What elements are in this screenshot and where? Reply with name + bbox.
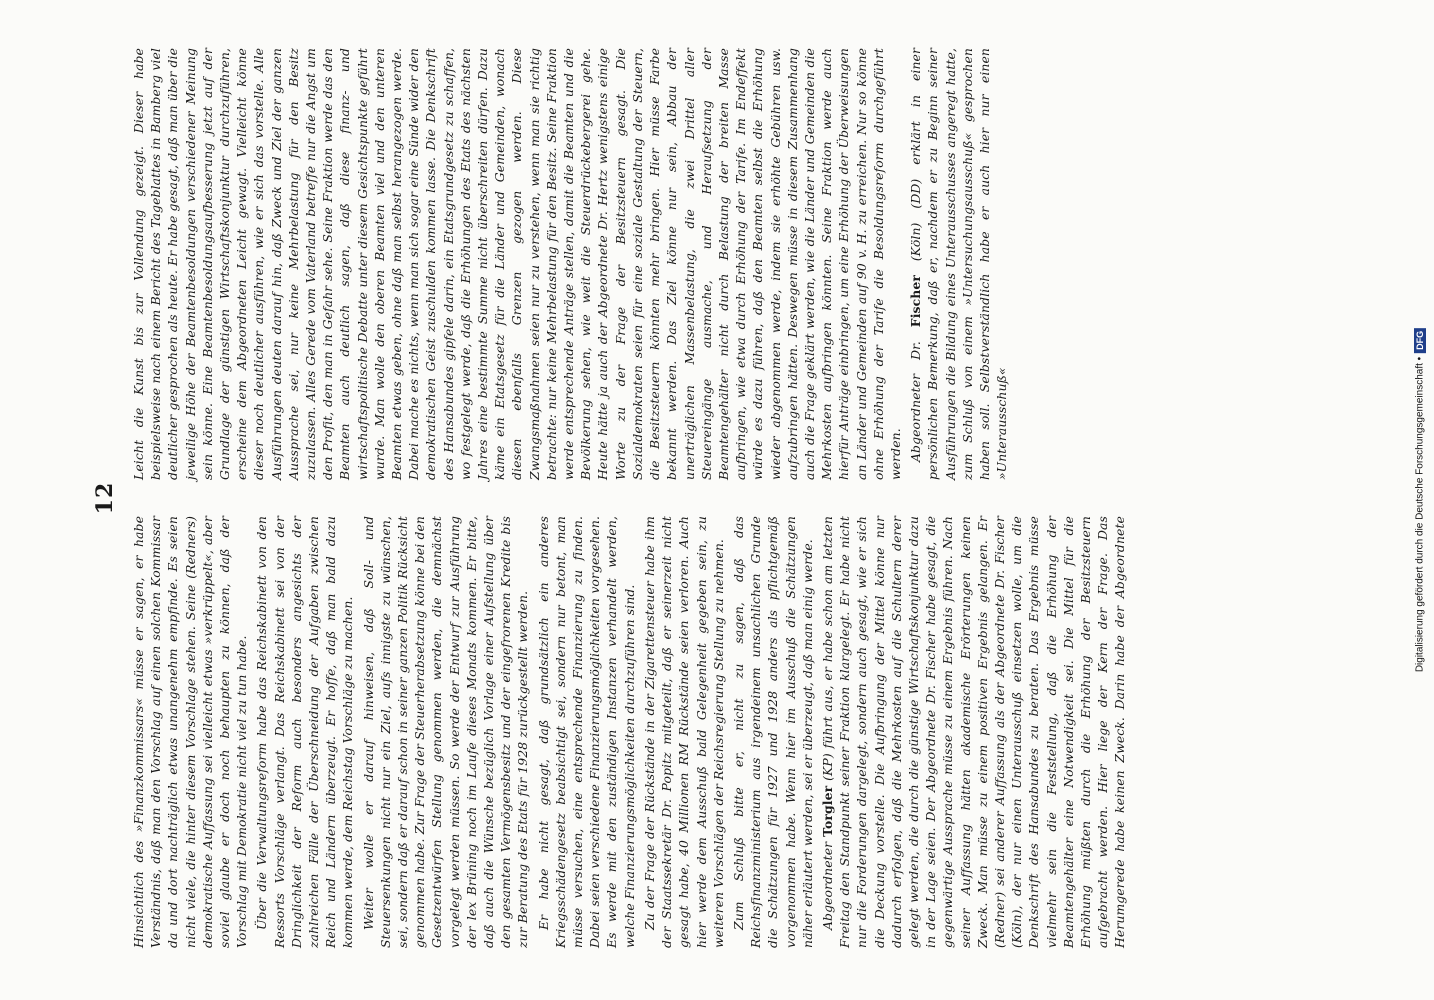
paragraph: Weiter wolle er darauf hinweisen, daß Soll- und Steuersenkungen nicht nur ein Ziel, aufs innigste zu wünschen, sei, sondern daß er darauf schon in seiner ganzen Politik Rücksicht genommen habe. Zur Frage der Steuerherabsetzung könne bei den Gesetzentwürfen Stellung genommen werden, die demnächst vorgelegt werden müssen. So werde der Entwurf zur Ausführung der lex Brüning noch im Laufe dieses Monats kommen. Er bitte, daß auch die Wünsche bezüglich Vorlage einer Aufstellung über den gesamten Vermögensbesitz und der eingefrorenen Kredite bis zur Beratung des Etats für 1928 zurückgestellt werden.: [360, 516, 531, 948]
digitization-text: Digitalisierung gefördert durch die Deutsche Forschungsgemeinschaft •: [1414, 356, 1426, 673]
rotated-document: [92, 48, 1152, 948]
paragraph: Über die Verwaltungsreform habe das Reichskabinett von den Ressorts Vorschläge verlangt. Das Reichskabinett sei von der Dringlichkeit der Reform auch besonders angesichts der zahlreichen Fälle der Überschneidung der Aufgaben zwischen Reich und Ländern überzeugt. Er hoffe, daß man bald dazu kommen werde, dem Reichstag Vorschläge zu machen.: [254, 516, 356, 948]
paragraph: Er habe nicht gesagt, daß grundsätzlich ein anderes Kriegsschädengesetz beabsichtigt sei, sondern nur betont, man müsse versuchen, eine entsprechende Finanzierung zu finden. Dabei seien verschiedene Finanzierungsmöglichkeiten vorgesehen. Es werde mit den zuständigen Instanzen verhandelt werden, welche Finanzierungsmöglichkeiten durchzuführen sind.: [535, 516, 637, 948]
paragraph: Abgeordneter Torgler (KP) führt aus, er habe schon am letzten Freitag den Standpunkt seiner Fraktion klargelegt. Er habe nicht nur die Forderungen dargelegt, sondern auch gesagt, wie er sich die Deckung vorstelle. Die Aufbringung der Mittel könne nur dadurch erfolgen, daß die Mehrkosten auf die Schultern derer gelegt werden, die durch die günstige Wirtschaftskonjunktur dazu in der Lage seien. Der Abgeordnete Dr. Fischer habe gesagt, die gegenwärtige Aussprache müsse zu einem Ergebnis führen. Nach seiner Auffassung hätten akademische Erörterungen keinen Zweck. Man müsse zu einem positiven Ergebnis gelangen. Er (Redner) sei anderer Auffassung als der Abgeordnete Dr. Fischer (Köln), der nur einen Unterausschuß einsetzen wolle, um die Denkschrift des Hansabundes zu beraten. Das Ergebnis müsse vielmehr sein die Feststellung, daß die Erhöhung der Beamtengehälter eine Notwendigkeit sei. Die Mittel für die Erhöhung müßten durch die Erhöhung der Besitzsteuern aufgebracht werden. Hier liege der Kern der Frage. Das Herumgerede habe keinen Zweck. Darin habe der Abgeordnete Leicht die Kunst bis zur Vollendung gezeigt. Dieser habe beispielsweise nach einem Bericht des Tageblattes in Bamberg viel deutlicher gesprochen als heute. Er habe gesagt, daß man über die jeweilige Höhe der Beamtenbesoldungen verschiedener Meinung sein könne. Eine Beamtenbesoldungsaufbesserung jetzt auf der Grundlage der günstigen Wirtschaftskonjunktur durchzuführen, erscheine dem Abgeordneten Leicht gewagt. Vielleicht könne dieser noch deutlicher ausführen, wie er sich das vorstelle. Alle Ausführungen deuten darauf hin, daß Zweck und Ziel der ganzen Aussprache sei, nur keine Mehrbelastung für den Besitz zuzulassen. Alles Gerede vom Vaterland betreffe nur die Angst um den Profit, den man in Gefahr sehe. Seine Fraktion werde das den Beamten auch deutlich sagen, daß diese finanz- und wirtschaftspolitische Debatte unter diesem Gesichtspunkte geführt wurde. Man wolle den oberen Beamten viel und den unteren Beamten etwas geben, ohne daß man selbst herangezogen werde. Dabei mache es nichts, wenn man sich sogar eine Sünde wider den demokratischen Geist zuschulden kommen lasse. Die Denkschrift des Hansabundes gipfele darin, ein Etatsgrundgesetz zu schaffen, wo festgelegt werde, daß die Erhöhungen des Etats des nächsten Jahres eine bestimmte Summe nicht überschreiten dürfen. Dazu käme ein Etatsgesetz für die Länder und Gemeinden, wonach diesen ebenfalls Grenzen gezogen werden. Diese Zwangsmaßnahmen seien nur zu verstehen, wenn man sie richtig betrachte: nur keine Mehrbelastung für den Besitz. Seine Fraktion werde entsprechende Anträge stellen, damit die Beamten und die Bevölkerung sehen, wie weit die Steuerdrückebergerei gehe. Heute hätte ja auch der Abgeordnete Dr. Hertz wenigstens einige Worte zu der Frage der Besitzsteuern gesagt. Die Sozialdemokraten seien für eine soziale Gestaltung der Steuern, die Besitzsteuern könnten mehr bringen. Hier müsse Farbe bekannt werden. Das Ziel könne nur sein, Abbau der unerträglichen Massenbelastung, die zwei Drittel aller Steuereingänge ausmache, und Heraufsetzung der Beamtengehälter nicht durch Belastung der breiten Masse aufbringen, wie etwa durch Erhöhung der Tarife. Im Endeffekt würde es dazu führen, daß den Beamten selbst die Erhöhung wieder abgenommen werde, indem sie erhöhte Gebühren usw. aufzubringen hätten. Deswegen müsse in diesem Zusammenhang auch die Frage geklärt werden, wie die Länder und Gemeinden die Mehrkosten aufbringen könnten. Seine Fraktion werde auch hierfür Anträge einbringen, um eine Erhöhung der Überweisungen an Länder und Gemeinden auf 90 v. H. zu erreichen. Nur so könne ohne Erhöhung der Tarife die Besoldungsreform durchgeführt werden.: [131, 48, 1128, 948]
text-columns: [130, 48, 1140, 948]
paragraph: Hinsichtlich des »Finanzkommissars« müsse er sagen, er habe Verständnis, daß man den Vorschlag auf einen solchen Kommissar da und dort nachträglich etwas unangenehm empfinde. Es seien nicht viele, die hinter diesem Vorschlage stehen. Seine (Redners) demokratische Auffassung sei vielleicht etwas »verkrüppelt«, aber soviel glaube er doch noch behaupten zu können, daß der Vorschlag mit Demokratie nicht viel zu tun habe.: [131, 516, 250, 948]
paragraph: Abgeordneter Dr. Fischer (Köln) (DD) erklärt in einer persönlichen Bemerkung, daß er, nachdem er zu Beginn seiner Ausführungen die Bildung eines Unterausschusses angeregt hatte, zum Schluß von einem »Untersuchungsausschuß« gesprochen haben soll. Selbstverständlich habe er auch hier nur einen »Unterausschuß«: [908, 48, 1010, 480]
speaker-name: Fischer: [908, 275, 924, 328]
digitization-note: [1414, 328, 1426, 672]
speaker-name: Torgler: [819, 785, 835, 837]
paragraph: Zu der Frage der Rückstände in der Zigarettensteuer habe ihm der Staatssekretär Dr. Popitz mitgeteilt, daß er seinerzeit nicht gesagt habe, 40 Millionen RM Rückstände seien verloren. Auch hier werde dem Ausschuß bald Gelegenheit gegeben sein, zu weiteren Vorschlägen der Reichsregierung Stellung zu nehmen.: [641, 516, 726, 948]
dfg-logo: DFG: [1414, 328, 1426, 353]
paragraph: Zum Schluß bitte er, nicht zu sagen, daß das Reichsfinanzministerium aus irgendeinem unsachlichen Grunde die Schätzungen für 1927 und 1928 anders als pflichtgemäß vorgenommen habe. Wenn hier im Ausschuß die Schätzungen näher erläutert werden, sei er überzeugt, daß man einig werde.: [730, 516, 815, 948]
page-number: 12: [92, 481, 118, 515]
